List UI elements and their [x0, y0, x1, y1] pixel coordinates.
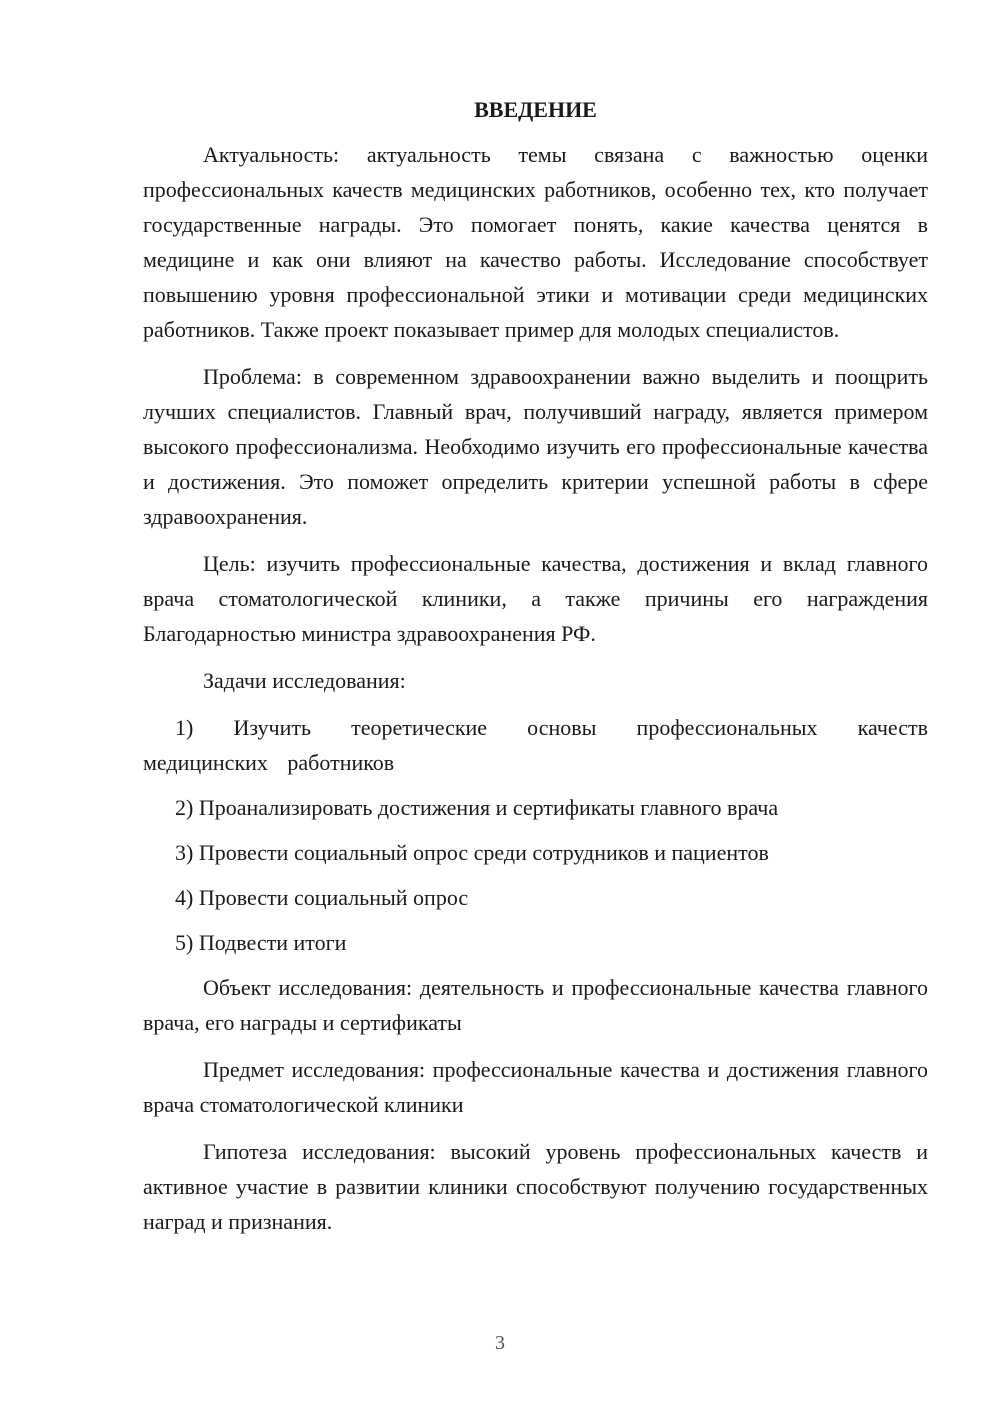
- subject-paragraph: Предмет исследования: профессиональные качества и достижения главного врача стоматологической клиники: [143, 1057, 928, 1117]
- object-paragraph: Объект исследования: деятельность и профессиональные качества главного врача, его награды и сертификаты: [143, 975, 928, 1035]
- goal-paragraph: Цель: изучить профессиональные качества, достижения и вклад главного врача стоматологической клиники, а также причины его награждения Благодарностью министра здравоохранения РФ.: [143, 551, 928, 646]
- tasks-list: [143, 710, 928, 960]
- relevance-paragraph: Актуальность: актуальность темы связана с важностью оценки профессиональных качеств медицинских работников, особенно тех, кто получает государственные награды. Это помогает понять, какие качества ценятся в медицине и как они влияют на качество работы. Исследование способствует повышению уровня профессиональной этики и мотивации среди медицинских работников. Также проект показывает пример для молодых специалистов.: [143, 142, 928, 342]
- list-item: 4) Провести социальный опрос: [175, 885, 469, 910]
- list-item: 3) Провести социальный опрос среди сотрудников и пациентов: [175, 840, 769, 865]
- list-item: 5) Подвести итоги: [175, 930, 347, 955]
- document-page: [143, 92, 928, 1251]
- list-item: 2) Проанализировать достижения и сертификаты главного врача: [175, 795, 779, 820]
- tasks-label: Задачи исследования:: [203, 668, 406, 693]
- page-number: 3: [495, 1332, 505, 1354]
- list-item: 1) Изучить теоретические основы профессиональных качеств медицинских работников: [143, 715, 928, 775]
- problem-paragraph: Проблема: в современном здравоохранении важно выделить и поощрить лучших специалистов. Главный врач, получивший награду, является примером высокого профессионализма. Необходимо изучить его профессиональные качества и достижения. Это поможет определить критерии успешной работы в сфере здравоохранения.: [143, 364, 928, 529]
- page-title: ВВЕДЕНИЕ: [474, 97, 597, 122]
- hypothesis-paragraph: Гипотеза исследования: высокий уровень профессиональных качеств и активное участие в развитии клиники способствуют получению государственных наград и признания.: [143, 1139, 928, 1234]
